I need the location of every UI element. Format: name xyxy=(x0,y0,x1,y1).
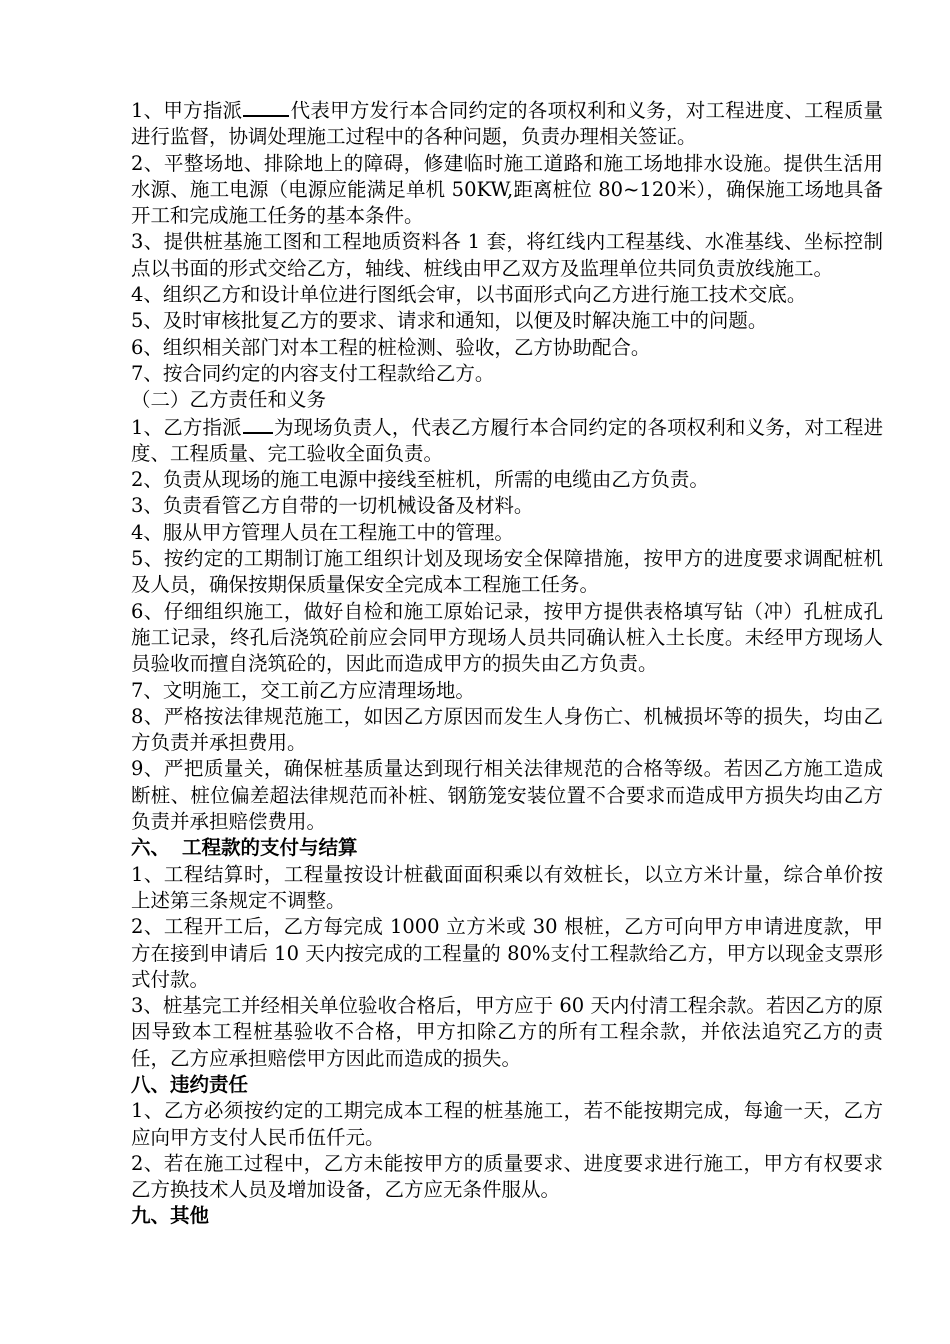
payment-section-heading: 工程款的支付与结算 xyxy=(182,836,358,860)
party-a-duty-5: 5、及时审核批复乙方的要求、请求和通知，以便及时解决施工中的问题。 xyxy=(131,309,768,333)
party-a-duty-1 xyxy=(131,97,883,151)
party-b-duty-7: 7、文明施工，交工前乙方应清理场地。 xyxy=(131,678,475,702)
party-a-duty-3: 3、提供桩基施工图和工程地质资料各 1 套，将红线内工程基线、水准基线、坐标控制点以书面的形式交给乙方，轴线、桩线由甲乙双方及监理单位共同负责放线施工。 xyxy=(131,230,883,280)
party-b-duty-2: 2、负责从现场的施工电源中接线至桩机，所需的电缆由乙方负责。 xyxy=(131,468,709,492)
party-b-duty-1-text: 为现场负责人，代表乙方履行本合同约定的各项权利和义务，对工程进度、工程质量、完工验收全面负责。 xyxy=(131,415,883,465)
party-a-representative-blank xyxy=(243,97,289,117)
party-a-duty-7: 7、按合同约定的内容支付工程款给乙方。 xyxy=(131,361,495,385)
document-page xyxy=(131,97,883,1230)
party-b-duty-1-prefix: 1、乙方指派 xyxy=(131,415,242,439)
party-a-duty-2: 2、平整场地、排除地上的障碍，修建临时施工道路和施工场地排水设施。提供生活用水源、施工电源（电源应能满足单机 50KW,距离桩位 80~120米），确保施工场地具备开工和完成施工任务的基本条件。 xyxy=(131,151,883,228)
party-b-duty-3: 3、负责看管乙方自带的一切机械设备及材料。 xyxy=(131,494,534,518)
payment-clause-3: 3、桩基完工并经相关单位验收合格后，甲方应于 60 天内付清工程余款。若因乙方的原因导致本工程桩基验收不合格，甲方扣除乙方的所有工程余款，并依法追究乙方的责任，乙方应承担赔偿甲方因此而造成的损失。 xyxy=(131,994,883,1070)
payment-clause-1: 1、工程结算时，工程量按设计桩截面面积乘以有效桩长，以立方米计量，综合单价按上述第三条规定不调整。 xyxy=(131,862,883,912)
party-a-duty-1-text: 代表甲方发行本合同约定的各项权利和义务，对工程进度、工程质量进行监督，协调处理施工过程中的各种问题，负责办理相关签证。 xyxy=(131,99,883,149)
payment-section-number: 六、 xyxy=(131,836,171,860)
breach-clause-1: 1、乙方必须按约定的工期完成本工程的桩基施工，若不能按期完成，每逾一天，乙方应向甲方支付人民币伍仟元。 xyxy=(131,1099,883,1149)
party-b-duty-4: 4、服从甲方管理人员在工程施工中的管理。 xyxy=(131,520,514,544)
party-b-section-title: （二）乙方责任和义务 xyxy=(131,388,327,412)
party-b-duty-5: 5、按约定的工期制订施工组织计划及现场安全保障措施，按甲方的进度要求调配桩机及人员，确保按期保质量保安全完成本工程施工任务。 xyxy=(131,547,883,597)
party-b-duty-6: 6、仔细组织施工，做好自检和施工原始记录，按甲方提供表格填写钻（冲）孔桩成孔施工记录，终孔后浇筑砼前应会同甲方现场人员共同确认桩入土长度。未经甲方现场人员验收而擅自浇筑砼的，因此而造成甲方的损失由乙方负责。 xyxy=(131,599,883,676)
party-a-duty-6: 6、组织相关部门对本工程的桩检测、验收，乙方协助配合。 xyxy=(131,335,651,359)
breach-section-title: 八、违约责任 xyxy=(131,1072,249,1096)
party-b-representative-blank xyxy=(243,414,273,434)
payment-clause-2: 2、工程开工后，乙方每完成 1000 立方米或 30 根桩，乙方可向甲方申请进度款，甲方在接到申请后 10 天内按完成的工程量的 80%支付工程款给乙方，甲方以现金支票形式付款。 xyxy=(131,915,883,991)
payment-section-title xyxy=(131,835,883,861)
breach-clause-2: 2、若在施工过程中，乙方未能按甲方的质量要求、进度要求进行施工，甲方有权要求乙方换技术人员及增加设备，乙方应无条件服从。 xyxy=(131,1151,883,1202)
party-b-duty-1 xyxy=(131,414,883,468)
party-b-duty-8: 8、严格按法律规范施工，如因乙方原因而发生人身伤亡、机械损坏等的损失，均由乙方负责并承担费用。 xyxy=(131,704,883,755)
party-b-duty-9: 9、严把质量关，确保桩基质量达到现行相关法律规范的合格等级。若因乙方施工造成断桩、桩位偏差超法律规范而补桩、钢筋笼安装位置不合要求而造成甲方损失均由乙方负责并承担赔偿费用。 xyxy=(131,757,883,834)
party-a-duty-4: 4、组织乙方和设计单位进行图纸会审，以书面形式向乙方进行施工技术交底。 xyxy=(131,283,807,307)
other-section-title: 九、其他 xyxy=(131,1204,210,1228)
party-a-duty-1-prefix: 1、甲方指派 xyxy=(131,99,243,122)
